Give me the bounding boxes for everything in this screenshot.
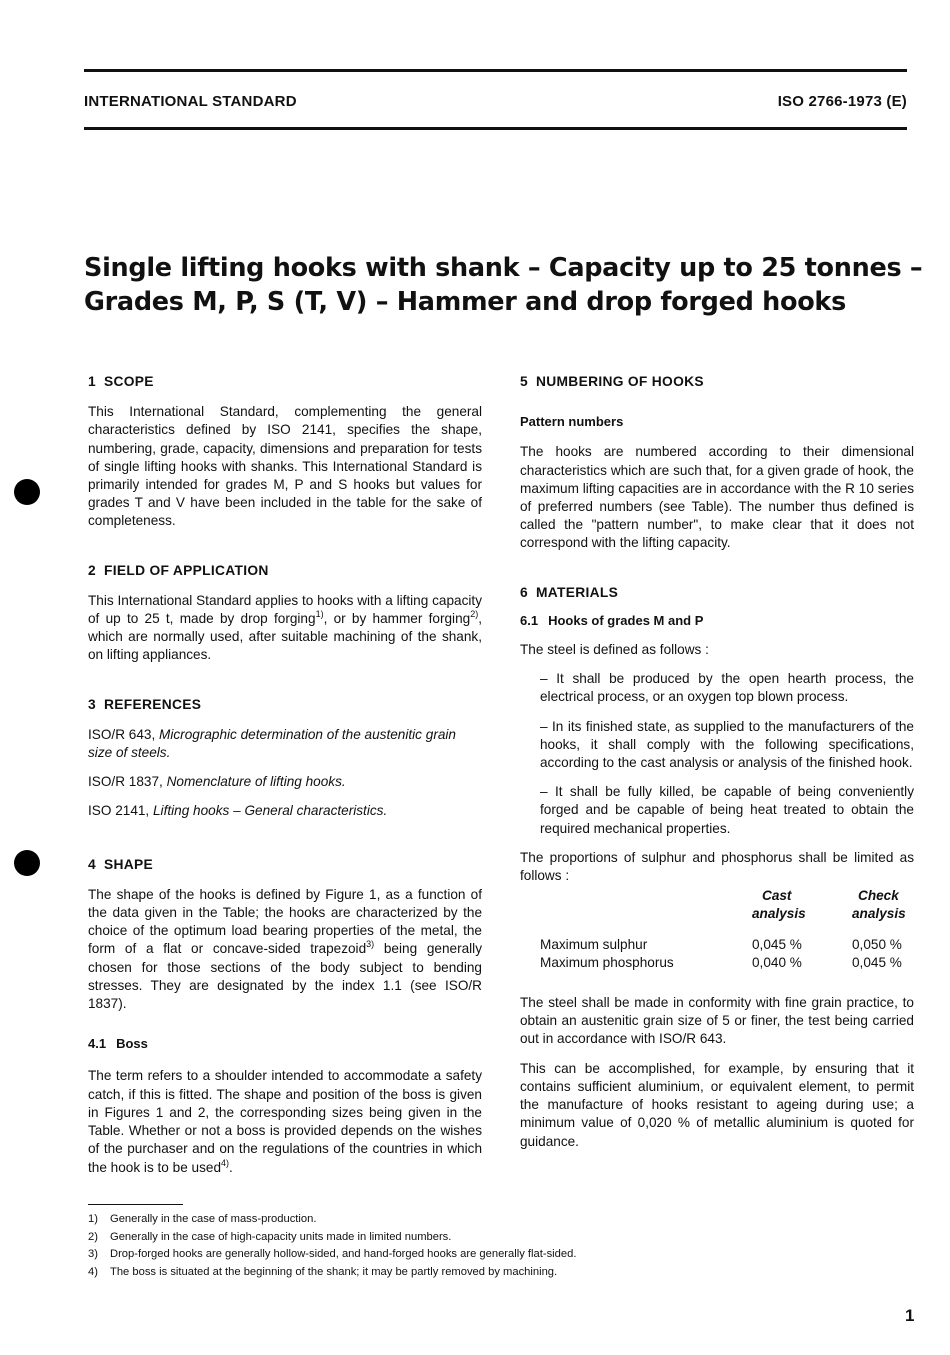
footnote-rule: [88, 1204, 183, 1205]
cast-value: 0,045 %: [752, 936, 802, 952]
footnote-ref: 2): [470, 609, 479, 620]
section-heading: 1 SCOPE: [88, 374, 154, 389]
footnote: 3) Drop-forged hooks are generally hollow-sided, and hand-forged hooks are generally flat-sided.: [88, 1248, 577, 1261]
header-standard-type: INTERNATIONAL STANDARD: [84, 93, 297, 110]
cast-value: 0,040 %: [752, 954, 802, 970]
footnotes: [88, 1211, 788, 1281]
footnote: 4) The boss is situated at the beginning of the shank; it may be partly removed by machining.: [88, 1265, 558, 1278]
row-label: Maximum phosphorus: [540, 954, 674, 970]
footnote-ref: 3): [366, 939, 375, 950]
right-column: [520, 373, 914, 1151]
header-bottom-rule: [84, 127, 907, 130]
subsection-heading: 6.1 Hooks of grades M and P: [520, 612, 704, 628]
composition-table: [520, 887, 914, 972]
grain-size-text: The steel shall be made in conformity with fine grain practice, to obtain an austenitic grain size of 5 or finer, the test being carried out in accordance with ISO/R 643.: [520, 995, 914, 1047]
footnote-ref: 4): [221, 1157, 230, 1168]
check-value: 0,045 %: [852, 954, 902, 970]
aluminium-text: This can be accomplished, for example, by ensuring that it contains sufficient aluminium, or equivalent element, to permit the manufacture of hooks resistant to ageing during use; a minimum value of 0,020 % of metallic aluminium is quoted for guidance.: [520, 1060, 914, 1149]
reference-item: ISO/R 643, Micrographic determination of the austenitic grain size of steels.: [88, 726, 456, 761]
row-label: Maximum sulphur: [540, 936, 648, 952]
numbering-text: The hooks are numbered according to their dimensional characteristics which are such that, for a given grade of hook, the maximum lifting capacities are in accordance with the R 10 series of preferred numbers (see Table). The number thus defined is called the "pattern number", to make clear that it does not correspond with the lifting capacity.: [520, 444, 914, 551]
shape-text: The shape of the hooks is defined by Figure 1, as a function of the data given in the Table; the hooks are characterized by the choice of the optimum load bearing properties of the metal, the form of a flat or concave-sided trapezoid$^{3)}$ being generally chosen for those sections of the body subject to bending stresses. They are designated by the index 1.1 (see ISO/R 1837).: [88, 886, 482, 1012]
document-title: [84, 251, 924, 319]
header-top-rule: [84, 69, 907, 72]
section-heading: 5 NUMBERING OF HOOKS: [520, 374, 704, 389]
title-line-1: Single lifting hooks with shank – Capacity up to 25 tonnes –: [84, 253, 923, 283]
field-text: This International Standard applies to hooks with a lifting capacity of up to 25 t, made by drop forging$^{1)}$, or by hammer forging$^{2)}$, which are normally used, after suitable machining of the shank, on lifting appliances.: [88, 592, 482, 663]
requirement-item: – It shall be produced by the open hearth process, the electrical process, or an oxygen top blown process.: [540, 671, 914, 705]
section-boss: [88, 1035, 482, 1176]
requirement-item: – In its finished state, as supplied to the manufacturers of the hooks, it shall comply with the following specifications, according to the cast analysis or analysis of the finished hook.: [540, 718, 914, 771]
left-column: [88, 373, 482, 1177]
punch-hole-mark: [14, 850, 40, 876]
section-scope: [88, 373, 482, 531]
subsection-heading: Pattern numbers: [520, 414, 624, 430]
title-line-2: Grades M, P, S (T, V) – Hammer and drop forged hooks: [84, 287, 846, 317]
scope-text: This International Standard, complementing the general characteristics defined by ISO 2141, specifies the shape, numbering, grade, capacity, dimensions and preparation for tests of single lifting hooks with shanks. This International Standard is primarily intended for grades M, P and S hooks but values for grades T and V have been included in the table for the sake of completeness.: [88, 404, 482, 529]
section-references: [88, 696, 482, 821]
section-shape: [88, 856, 482, 1014]
reference-item: ISO 2141, Lifting hooks – General characteristics.: [88, 803, 388, 819]
check-value: 0,050 %: [852, 936, 902, 952]
header-standard-number: ISO 2766-1973 (E): [777, 93, 907, 110]
footnote-ref: 1): [315, 609, 324, 620]
subsection-heading: 4.1 Boss: [88, 1036, 148, 1052]
section-heading: 3 REFERENCES: [88, 696, 202, 712]
section-heading: 6 MATERIALS: [520, 584, 619, 600]
reference-item: ISO/R 1837, Nomenclature of lifting hooks.: [88, 774, 346, 790]
table-row: [520, 954, 914, 972]
proportions-text: The proportions of sulphur and phosphorus shall be limited as follows :: [520, 849, 914, 884]
column-header-check: Check analysis: [852, 888, 906, 922]
section-heading: 2 FIELD OF APPLICATION: [88, 562, 269, 578]
section-field-of-application: [88, 562, 482, 665]
footnote: 1) Generally in the case of mass-production.: [88, 1213, 317, 1225]
requirement-item: – It shall be fully killed, be capable of being conveniently forged and be capable of being heat treated to obtain the required mechanical properties.: [540, 784, 914, 836]
section-materials: [520, 584, 914, 1151]
table-row: [520, 936, 914, 954]
column-header-cast: Cast analysis: [752, 888, 806, 922]
section-numbering: [520, 373, 914, 553]
page-number: 1: [905, 1306, 915, 1325]
boss-text: The term refers to a shoulder intended to accommodate a safety catch, if this is fitted. The shape and position of the boss is given in Figures 1 and 2, the corresponding sizes being given in the Table. Whether or not a boss is provided depends on the wishes of the purchaser and on the regulations of the countries in which the hook is to be used$^{4)}$.: [88, 1068, 482, 1175]
materials-intro: The steel is defined as follows :: [520, 642, 709, 658]
section-heading: 4 SHAPE: [88, 856, 154, 872]
footnote: 2) Generally in the case of high-capacity units made in limited numbers.: [88, 1230, 452, 1243]
table-header-row: [520, 887, 914, 923]
punch-hole-mark: [14, 479, 40, 505]
